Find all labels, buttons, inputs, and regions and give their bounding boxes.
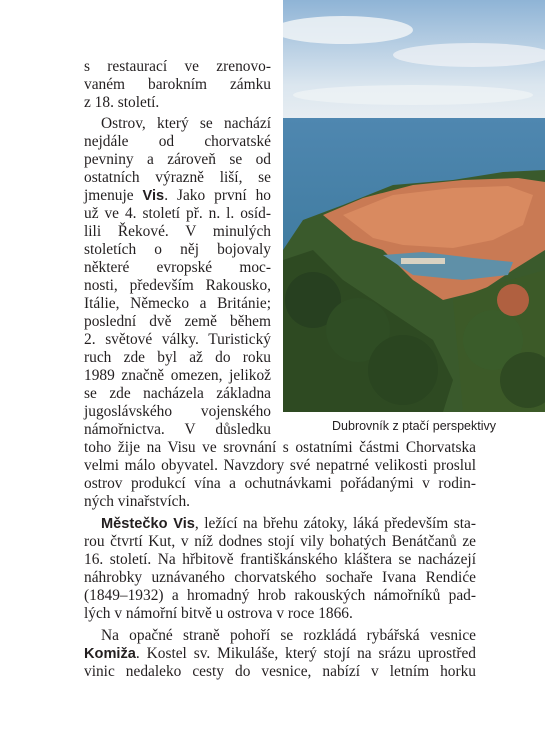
text-fragment: velmi málo obyvatel. Navzdory své nepatrné velikosti proslul — [84, 457, 476, 474]
text-line — [101, 627, 476, 645]
text-line — [84, 605, 476, 623]
text-line — [101, 515, 476, 533]
text-line — [84, 277, 271, 295]
text-line — [84, 403, 271, 421]
text-fragment: s restaurací ve zrenovo- — [84, 58, 271, 75]
text-line — [84, 295, 271, 313]
text-line — [84, 457, 476, 475]
text-fragment: poslední dvě země během — [84, 313, 271, 330]
bold-term: Komiža — [84, 646, 136, 662]
text-fragment: ostrov produkcí vína a ochutnávkami pořádanými v rodin- — [84, 475, 476, 492]
text-line — [84, 94, 271, 112]
bold-term: Vis — [142, 188, 165, 204]
text-line — [84, 421, 271, 439]
text-fragment: ruch zde byl až do roku — [84, 349, 271, 366]
text-line — [84, 645, 476, 663]
text-fragment: stoletích o něj bojovaly — [84, 241, 271, 258]
text-fragment: lých v námořní bitvě u ostrova v roce 1866. — [84, 605, 353, 622]
text-fragment: se zde nacházela základna — [84, 385, 271, 402]
dubrovnik-aerial-image — [283, 0, 545, 412]
text-line — [84, 313, 271, 331]
text-fragment: . Jako první ho — [164, 187, 271, 204]
text-fragment: pevniny a zároveň se od — [84, 151, 271, 168]
text-line — [101, 115, 271, 133]
text-line — [84, 569, 476, 587]
text-line — [84, 58, 271, 76]
text-fragment: jugoslávského vojenského — [84, 403, 271, 420]
text-line — [84, 223, 271, 241]
text-line — [84, 187, 271, 205]
text-fragment: námořnictva. V důsledku — [84, 421, 271, 438]
text-line — [84, 241, 271, 259]
text-line — [84, 385, 271, 403]
text-fragment: z 18. století. — [84, 94, 160, 111]
text-fragment: 1989 značně omezen, jelikož — [84, 367, 271, 384]
text-fragment: lili Řekové. V minulých — [84, 223, 271, 240]
text-fragment: Na opačné straně pohoří se rozkládá rybářská vesnice — [101, 627, 476, 644]
text-fragment: . Kostel sv. Mikuláše, který stojí na srázu uprostřed — [135, 645, 476, 662]
dubrovnik-photo — [283, 0, 545, 412]
text-line — [84, 151, 271, 169]
text-fragment: rou čtvrtí Kut, v níž dodnes stojí vily bohatých Benátčanů ze — [84, 533, 476, 550]
text-fragment: nosti, především Rakousko, — [84, 277, 271, 294]
text-fragment: ných vinařstvích. — [84, 493, 190, 510]
text-line — [84, 587, 476, 605]
text-line — [84, 331, 271, 349]
text-line — [84, 169, 271, 187]
text-fragment: Ostrov, který se nachází — [101, 115, 271, 132]
text-line — [84, 439, 476, 457]
text-fragment: vinic nedaleko cesty do vesnice, nabízí v letním horku — [84, 663, 476, 680]
text-fragment: toho žije na Visu ve srovnání s ostatními částmi Chorvatska — [84, 439, 476, 456]
bold-term: Městečko Vis — [101, 516, 195, 532]
text-line — [84, 663, 476, 681]
text-fragment: některé evropské moc- — [84, 259, 271, 276]
text-fragment: 2. světové války. Turistický — [84, 331, 271, 348]
text-line — [84, 533, 476, 551]
text-fragment: (1849–1932) a hromadný hrob rakouských námořníků pad- — [84, 587, 476, 604]
text-fragment: vaném barokním zámku — [84, 76, 271, 93]
text-line — [84, 259, 271, 277]
text-fragment: 16. století. Na hřbitově františkánského kláštera se nacházejí — [84, 551, 476, 568]
text-fragment: jmenuje — [84, 187, 143, 204]
text-line — [84, 133, 271, 151]
text-line — [84, 551, 476, 569]
text-fragment: náhrobky uznávaného chorvatského sochaře Ivana Rendiće — [84, 569, 476, 586]
text-fragment: , ležící na břehu zátoky, láká především sta- — [194, 515, 476, 532]
text-fragment: už ve 4. století př. n. l. osíd- — [84, 205, 271, 222]
text-line — [84, 367, 271, 385]
text-line — [84, 475, 476, 493]
text-line — [84, 76, 271, 94]
text-fragment: ostatních výrazně liší, se — [84, 169, 271, 186]
text-fragment: nejdále od chorvatské — [84, 133, 271, 150]
text-line — [84, 493, 476, 511]
text-fragment: Itálie, Německo a Británie; — [84, 295, 271, 312]
text-line — [84, 205, 271, 223]
photo-caption: Dubrovník z ptačí perspektivy — [332, 419, 496, 433]
text-line — [84, 349, 271, 367]
